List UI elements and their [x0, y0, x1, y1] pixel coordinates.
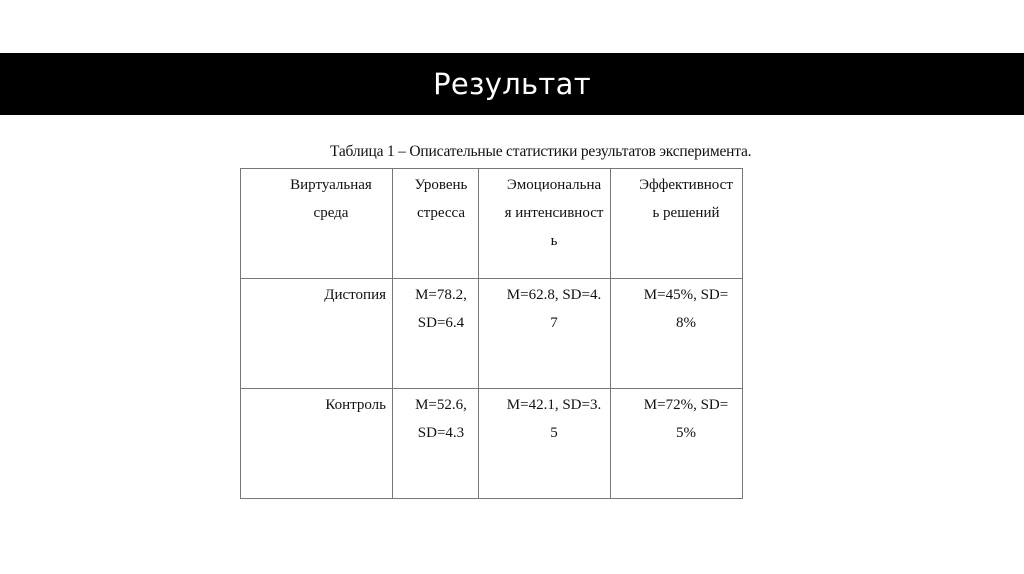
header-cell	[393, 169, 479, 279]
slide-title: Результат	[433, 67, 591, 101]
stats-table	[240, 168, 743, 499]
header-cell	[241, 169, 393, 279]
header-virtual-env: Виртуальная среда	[290, 177, 372, 221]
cell-env: Контроль	[325, 397, 386, 413]
title-bar	[0, 53, 1024, 115]
table-row	[241, 389, 743, 499]
cell-emotion: M=42.1, SD=3.5	[506, 397, 602, 441]
table-row	[241, 279, 743, 389]
table-header-row	[241, 169, 743, 279]
header-emotion: Эмоциональная интенсивность	[504, 177, 604, 249]
cell-efficiency: M=72%, SD=5%	[643, 397, 729, 441]
table-cell	[611, 279, 743, 389]
cell-efficiency: M=45%, SD=8%	[643, 287, 729, 331]
table-cell	[479, 389, 611, 499]
cell-stress: M=52.6, SD=4.3	[415, 397, 467, 441]
table-cell	[241, 389, 393, 499]
table-cell	[393, 279, 479, 389]
cell-stress: M=78.2, SD=6.4	[415, 287, 467, 331]
table-cell	[479, 279, 611, 389]
table-cell	[241, 279, 393, 389]
header-stress: Уровень стресса	[414, 177, 468, 221]
table-cell	[611, 389, 743, 499]
cell-env: Дистопия	[324, 287, 386, 303]
header-cell	[611, 169, 743, 279]
header-cell	[479, 169, 611, 279]
cell-emotion: M=62.8, SD=4.7	[506, 287, 602, 331]
header-efficiency: Эффективность решений	[639, 177, 733, 221]
table-caption: Таблица 1 – Описательные статистики результатов эксперимента.	[330, 143, 752, 160]
table-cell	[393, 389, 479, 499]
